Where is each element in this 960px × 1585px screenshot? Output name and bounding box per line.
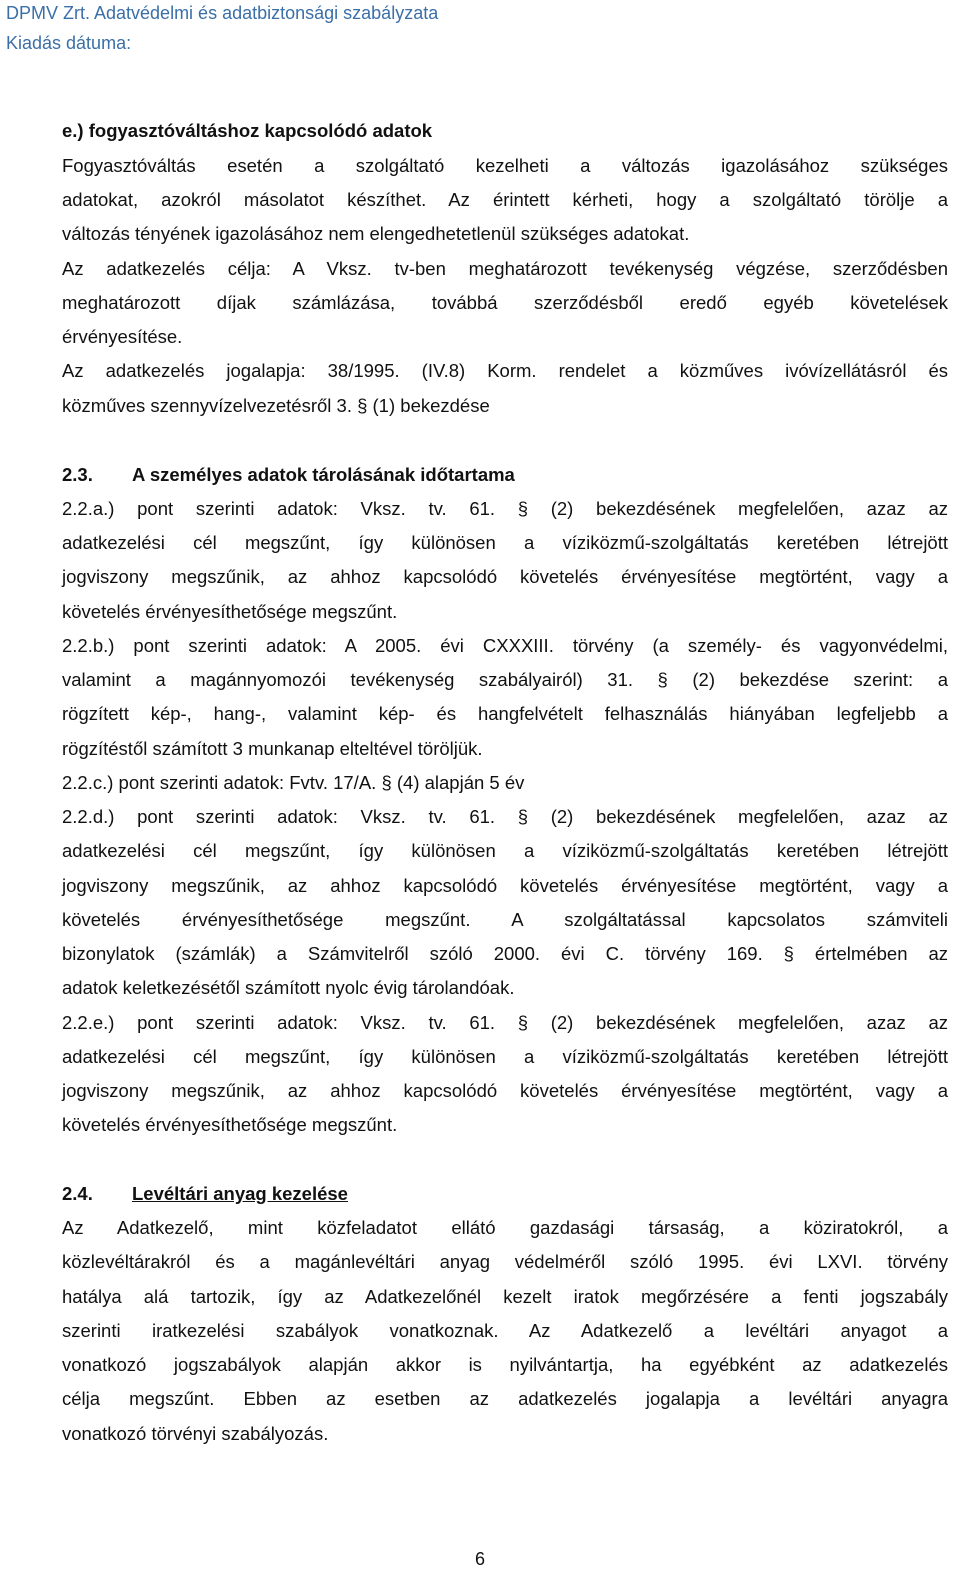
section-title: Levéltári anyag kezelése [132,1183,348,1204]
paragraph-line: követelés érvényesíthetősége megszűnt. [62,601,398,622]
paragraph-line: közlevéltárakról és a magánlevéltári anyag védelméről szóló 1995. évi LXVI. törvény [62,1251,948,1272]
paragraph-line: Fogyasztóváltás esetén a szolgáltató kezelheti a változás igazolásához szükséges [62,155,948,176]
section-title: A személyes adatok tárolásának időtartama [132,464,515,485]
paragraph-line: jogviszony megszűnik, az ahhoz kapcsolódó követelés érvényesítése megtörtént, vagy a [62,875,948,896]
header-title: DPMV Zrt. Adatvédelmi és adatbiztonsági szabályzata [6,3,439,23]
paragraph-line: 2.2.d.) pont szerinti adatok: Vksz. tv. 61. § (2) bekezdésének megfelelően, azaz az [62,806,948,827]
paragraph-line: adatkezelési cél megszűnt, így különösen a víziközmű-szolgáltatás keretében létrejött [62,532,948,553]
paragraph-line: vonatkozó jogszabályok alapján akkor is nyilvántartja, ha egyébként az adatkezelés [62,1354,948,1375]
paragraph-line: közműves szennyvízelvezetésről 3. § (1) bekezdése [62,395,490,416]
paragraph-line: szerinti iratkezelési szabályok vonatkoznak. Az Adatkezelő a levéltári anyagot a [62,1320,948,1341]
paragraph-line: 2.2.a.) pont szerinti adatok: Vksz. tv. 61. § (2) bekezdésének megfelelően, azaz az [62,498,948,519]
paragraph-line: jogviszony megszűnik, az ahhoz kapcsolódó követelés érvényesítése megtörtént, vagy a [62,566,948,587]
paragraph-line: rögzítéstől számított 3 munkanap elteltével töröljük. [62,738,483,759]
section-number: 2.4. [62,1183,93,1204]
paragraph-line: hatálya alá tartozik, így az Adatkezelőnél kezelt iratok megőrzésére a fenti jogszabály [62,1286,948,1307]
paragraph-line: Az adatkezelés jogalapja: 38/1995. (IV.8) Korm. rendelet a közműves ivóvízellátásról és [62,360,948,381]
paragraph-line: 2.2.b.) pont szerinti adatok: A 2005. évi CXXXIII. törvény (a személy- és vagyonvédelmi, [62,635,948,656]
paragraph-line: követelés érvényesíthetősége megszűnt. [62,1114,398,1135]
paragraph-line: adatkezelési cél megszűnt, így különösen a víziközmű-szolgáltatás keretében létrejött [62,840,948,861]
paragraph-line: adatkezelési cél megszűnt, így különösen a víziközmű-szolgáltatás keretében létrejött [62,1046,948,1067]
page-number: 6 [474,1549,485,1569]
paragraph-line: meghatározott díjak számlázása, továbbá szerződésből eredő egyéb követelések [62,292,948,313]
paragraph-line: rögzített kép-, hang-, valamint kép- és hangfelvételt felhasználás hiányában legfeljebb a [62,703,948,724]
paragraph-line: 2.2.c.) pont szerinti adatok: Fvtv. 17/A. § (4) alapján 5 év [62,772,525,793]
paragraph-line: adatokat, azokról másolatot készíthet. Az érintett kérheti, hogy a szolgáltató törölje a [62,189,948,210]
paragraph-line: változás tényének igazolásához nem elengedhetetlenül szükséges adatokat. [62,223,690,244]
paragraph-line: adatok keletkezésétől számított nyolc évig tárolandóak. [62,977,515,998]
paragraph-line: célja megszűnt. Ebben az esetben az adatkezelés jogalapja a levéltári anyagra [62,1388,948,1409]
section-2-4-heading [62,1181,948,1207]
paragraph-line: 2.2.e.) pont szerinti adatok: Vksz. tv. 61. § (2) bekezdésének megfelelően, azaz az [62,1012,948,1033]
section-number: 2.3. [62,464,93,485]
paragraph-line: jogviszony megszűnik, az ahhoz kapcsolódó követelés érvényesítése megtörtént, vagy a [62,1080,948,1101]
section-e-heading: e.) fogyasztóváltáshoz kapcsolódó adatok [62,120,433,141]
paragraph-line: Az Adatkezelő, mint közfeladatot ellátó gazdasági társaság, a köziratokról, a [62,1217,948,1238]
paragraph-line: érvényesítése. [62,326,183,347]
paragraph-line: vonatkozó törvényi szabályozás. [62,1423,329,1444]
section-2-3-heading [62,462,948,488]
header-issue-date: Kiadás dátuma: [6,33,132,53]
paragraph-line: Az adatkezelés célja: A Vksz. tv-ben meghatározott tevékenység végzése, szerződésben [62,258,948,279]
paragraph-line: követelés érvényesíthetősége megszűnt. A szolgáltatással kapcsolatos számviteli [62,909,948,930]
paragraph-line: bizonylatok (számlák) a Számvitelről szóló 2000. évi C. törvény 169. § értelmében az [62,943,948,964]
paragraph-line: valamint a magánnyomozói tevékenység szabályairól) 31. § (2) bekezdése szerint: a [62,669,948,690]
